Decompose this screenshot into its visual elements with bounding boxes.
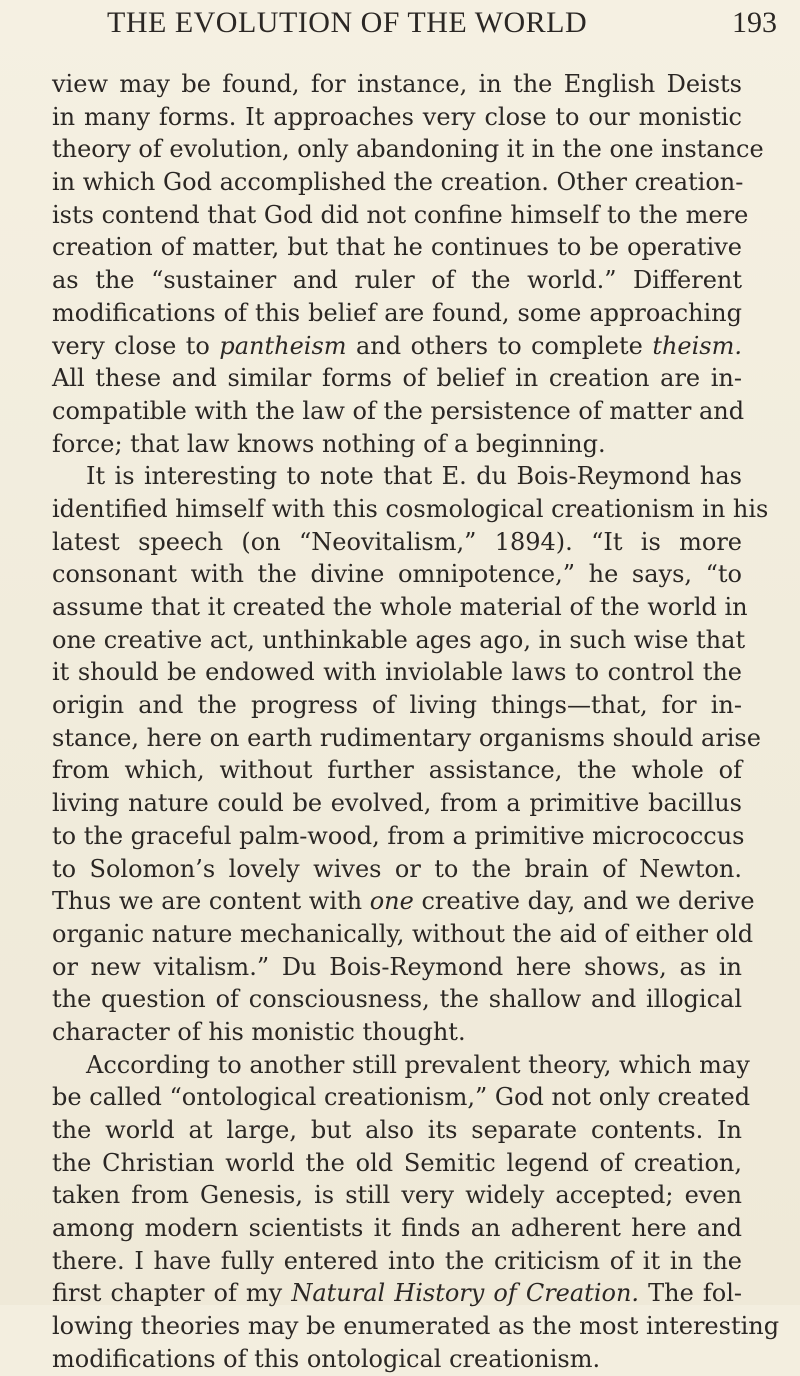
text-run: All these and similar forms of belief in creation are in- (52, 364, 742, 393)
paragraph (52, 1049, 780, 1376)
italic-text: one (369, 887, 414, 916)
text-line (52, 689, 742, 722)
text-line (52, 558, 742, 591)
text-run: origin and the progress of living things—that, for in- (52, 691, 742, 720)
text-run: be called “ontological creationism,” God not only created (52, 1083, 751, 1112)
text-run: latest speech (on “Neovitalism,” 1894). “It is more (52, 527, 742, 556)
text-run: According to another still prevalent theory, which may (86, 1050, 750, 1079)
text-line (52, 428, 742, 461)
text-run: consonant with the divine omnipotence,” he says, “to (52, 560, 742, 589)
text-line (52, 133, 764, 166)
text-line (52, 231, 742, 264)
text-line (52, 951, 742, 984)
text-line (52, 362, 742, 395)
text-run: the world at large, but also its separate contents. In (52, 1116, 742, 1144)
text-line (52, 101, 742, 134)
text-line (52, 1179, 742, 1212)
text-line (52, 885, 755, 918)
text-line (52, 330, 742, 363)
text-run: and others to complete (346, 331, 653, 360)
text-run: theory of evolution, only abandoning it in the one instance (52, 135, 764, 164)
text-run: force; that law knows nothing of a beginning. (52, 429, 606, 458)
text-line (52, 199, 749, 232)
text-line (52, 656, 742, 689)
text-line (52, 1277, 742, 1310)
text-run: the question of consciousness, the shallow and illogical (52, 985, 742, 1014)
text-run: ists contend that God did not confine himself to the mere (52, 200, 749, 229)
text-run: character of his monistic thought. (52, 1017, 466, 1046)
text-run: It is interesting to note that E. du Bois-Reymond has (86, 462, 742, 491)
text-run: view may be found, for instance, in the English Deists (52, 70, 742, 98)
text-line (52, 820, 745, 853)
text-line (52, 1310, 780, 1343)
text-line (52, 1114, 742, 1147)
text-run: or new vitalism.” Du Bois-Reymond here shows, as in (52, 952, 742, 981)
text-run: lowing theories may be enumerated as the most interesting (52, 1312, 780, 1341)
text-run: identified himself with this cosmological creationism in his (52, 494, 769, 523)
text-run: among modern scientists it finds an adherent here and (52, 1214, 742, 1243)
text-run: the Christian world the old Semitic legend of creation, (52, 1148, 742, 1177)
text-line (52, 166, 742, 199)
page-number: 193 (732, 6, 777, 39)
text-run: in many forms. It approaches very close to our monistic (52, 102, 742, 131)
text-line (52, 754, 742, 787)
text-run: modifications of this ontological creationism. (52, 1344, 601, 1373)
text-run: assume that it created the whole material of the world in (52, 593, 748, 621)
text-run: first chapter of my (52, 1279, 292, 1308)
running-title: THE EVOLUTION OF THE WORLD (107, 6, 588, 39)
text-line (52, 591, 748, 624)
text-line (52, 526, 742, 559)
text-line (52, 297, 742, 330)
text-line (52, 722, 761, 755)
text-line (52, 853, 742, 886)
text-run: compatible with the law of the persistence of matter and (52, 396, 745, 425)
italic-text: pantheism (219, 331, 347, 360)
text-line (52, 624, 746, 657)
italic-text: Natural History of Creation. (291, 1279, 640, 1308)
text-line (52, 395, 745, 428)
text-line (52, 1016, 742, 1049)
text-run: one creative act, unthinkable ages ago, in such wise that (52, 625, 746, 654)
text-line (52, 1049, 750, 1082)
text-run: organic nature mechanically, without the aid of either old (52, 919, 754, 948)
text-run: to Solomon’s lovely wives or to the brain of Newton. (52, 854, 742, 883)
paragraph (52, 460, 769, 1048)
text-line (52, 1245, 742, 1278)
text-line (52, 1212, 742, 1245)
text-run: modifications of this belief are found, some approaching (52, 298, 742, 327)
text-line (52, 264, 742, 297)
text-line (52, 460, 742, 493)
text-run: from which, without further assistance, the whole of (52, 756, 742, 785)
text-line (52, 918, 754, 951)
body-text (52, 68, 780, 1376)
text-line (52, 983, 742, 1016)
italic-text: theism. (652, 331, 742, 360)
text-line (52, 493, 769, 526)
text-run: The fol- (639, 1279, 743, 1308)
text-run: taken from Genesis, is still very widely accepted; even (52, 1181, 742, 1210)
text-run: Thus we are content with (52, 887, 370, 916)
text-run: in which God accomplished the creation. Other creation- (52, 168, 744, 197)
text-run: to the graceful palm-wood, from a primitive micrococcus (52, 821, 745, 850)
paragraph (52, 68, 764, 460)
text-run: very close to (52, 331, 220, 360)
text-run: stance, here on earth rudimentary organisms should arise (52, 723, 761, 752)
text-line (52, 1343, 742, 1376)
text-run: it should be endowed with inviolable laws to control the (52, 658, 742, 687)
text-run: living nature could be evolved, from a primitive bacillus (52, 789, 742, 818)
text-line (52, 1147, 742, 1180)
text-run: as the “sustainer and ruler of the world.” Different (52, 266, 742, 295)
text-line (52, 68, 742, 101)
text-line (52, 1081, 751, 1114)
text-run: creation of matter, but that he continues to be operative (52, 233, 742, 262)
text-run: there. I have fully entered into the criticism of it in the (52, 1246, 742, 1275)
text-run: creative day, and we derive (413, 887, 755, 916)
page-header (0, 6, 800, 40)
text-line (52, 787, 742, 820)
